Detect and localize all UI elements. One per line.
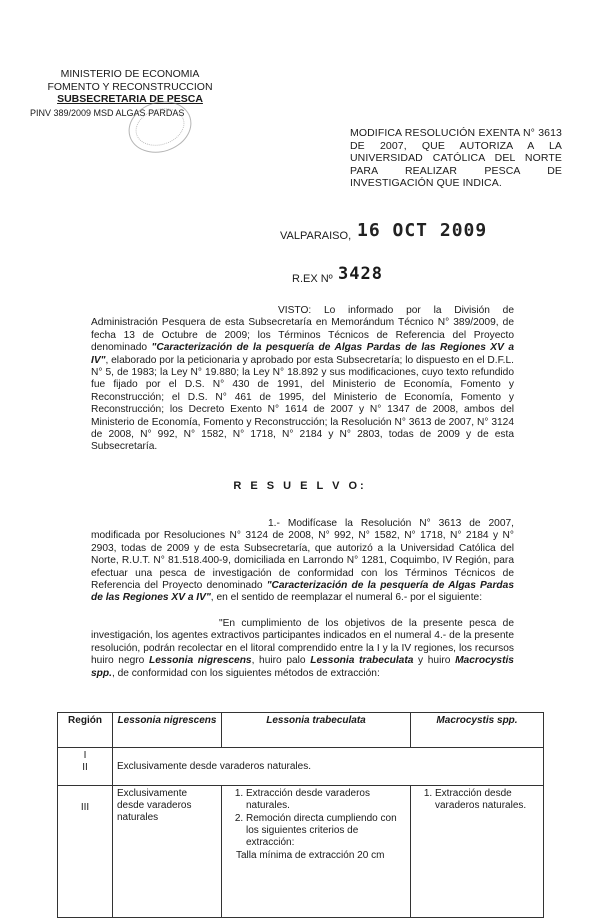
header-lessonia-nigrescens: Lessonia nigrescens — [113, 713, 222, 748]
table-row — [58, 748, 544, 786]
table-row — [58, 786, 544, 918]
ministry-line-2: FOMENTO Y RECONSTRUCCION — [47, 80, 213, 93]
header-macrocystis: Macrocystis spp. — [411, 713, 544, 748]
article-1-paragraph: 1.- Modifícase la Resolución N° 3613 de 2007, modificada por Resoluciones N° 3124 de 2008, N° 992, N° 1582, N° 1718, N° 2184 y N° 2903, todas de 2009 y de esta Subsecretaría, que autorizó a la Universidad Católica del Norte, R.U.T. N° 81.518.400-9, domiciliada en Larrondo N° 1281, Coquimbo, IV Región, para efectuar una pesca de investigación de conformidad con los Términos Técnicos de Referencia del Proyecto denominado "Caracterización de la pesquería de Algas Pardas de las Regiones XV a IV", en el sentido de reemplazar el numeral 6.- por el siguiente: — [91, 518, 514, 604]
ministry-line-1: MINISTERIO DE ECONOMIA — [60, 68, 200, 80]
header-region: Región — [58, 713, 113, 748]
resolution-number: 3428 — [338, 264, 383, 284]
visto-paragraph: VISTO: Lo informado por la División de Administración Pesquera de esta Subsecretaría en Memorándum Técnico N° 389/2009, de fecha 13 de Octubre de 2009; los Términos Técnicos de Referencia del Proyecto denominado "Caracterización de la pesquería de Algas Pardas de las Regiones XV a IV", elaborado por la peticionaria y aprobado por esta Subsecretaría; lo dispuesto en el D.F.L. N° 5, de 1983; la Ley N° 19.880; la Ley N° 18.892 y sus modificaciones, cuyo texto refundido fue fijado por el D.S. N° 430 de 1991, del Ministerio de Economía, Fomento y Reconstrucción; el D.S. N° 461 de 1995, del Ministerio de Economía, Fomento y Reconstrucción; los Decreto Exento N° 1614 de 2007 y N° 1347 de 2008, ambos del Ministerio de Economía, Fomento y Reconstrucción; la Resolución N° 3613 de 2007, N° 3124 de 2008, N° 992, N° 1582, N° 1718, N° 2184 y N° 2803, todas de 2009 y de esta Subsecretaría. — [91, 305, 514, 453]
reference-code: PINV 389/2009 MSD ALGAS PARDAS — [30, 107, 185, 118]
table-header-row — [58, 713, 544, 748]
table-cell: Exclusivamente desde varaderos naturales. — [113, 748, 544, 786]
place-label: VALPARAISO, — [280, 230, 352, 242]
resolution-label: R.EX Nº — [292, 273, 333, 285]
subsecretaria-name: SUBSECRETARIA DE PESCA — [57, 93, 203, 105]
letterhead — [30, 68, 230, 119]
table-cell: 1. Extracción desde varaderos naturales. — [411, 786, 544, 918]
date-stamp: 16 OCT 2009 — [357, 220, 488, 241]
region-cell: III — [58, 786, 113, 918]
numeral-6-paragraph: "En cumplimiento de los objetivos de la presente pesca de investigación, los agentes extractivos participantes indicados en el numeral 4.- de la presente resolución, podrán recolectar en el litoral comprendido entre la I y la IV regiones, los recursos huiro negro Lessonia nigrescens, huiro palo Lessonia trabeculata y huiro Macrocystis spp., de conformidad con los siguientes métodos de extracción: — [91, 618, 514, 679]
header-lessonia-trabeculata: Lessonia trabeculata — [222, 713, 411, 748]
extraction-methods-table — [57, 712, 544, 918]
document-title: MODIFICA RESOLUCIÓN EXENTA N° 3613 DE 2007, QUE AUTORIZA A LA UNIVERSIDAD CATÓLICA DEL NORTE PARA REALIZAR PESCA DE INVESTIGACIÓN QUE INDICA. — [350, 127, 562, 189]
table-cell: 1. Extracción desde varaderos naturales. 2. Remoción directa cumpliendo con los siguientes criterios de extracción: Talla mínima de extracción 20 cm — [222, 786, 411, 918]
region-cell: I II — [58, 748, 113, 786]
table-cell: Exclusivamente desde varaderos naturales — [113, 786, 222, 918]
resuelvo-heading: R E S U E L V O: — [233, 480, 367, 492]
